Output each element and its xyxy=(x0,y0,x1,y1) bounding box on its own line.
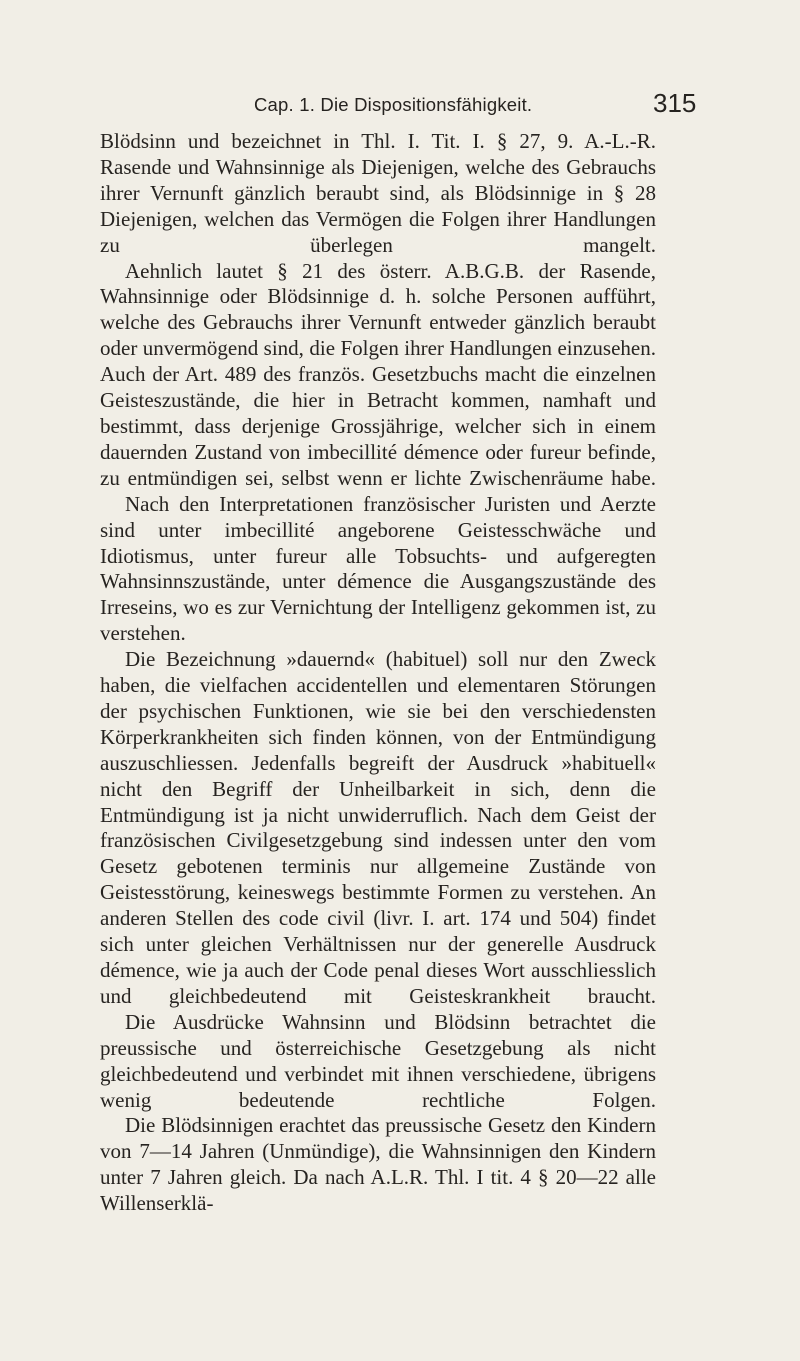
paragraph: Die Blödsinnigen erachtet das preussische Gesetz den Kindern von 7—14 Jahren (Unmündige), die Wahnsinnigen den Kindern unter 7 Jahren gleich. Da nach A.L.R. Thl. I tit. 4 § 20—22 alle Willenserklä- xyxy=(100,1113,656,1216)
paragraph: Aehnlich lautet § 21 des österr. A.B.G.B. der Rasende, Wahnsinnige oder Blödsinnige d. h. solche Personen aufführt, welche des Gebrauchs ihrer Vernunft entweder gänzlich beraubt oder unvermögend sind, die Folgen ihrer Handlungen einzusehen. Auch der Art. 489 des französ. Gesetzbuchs macht die einzelnen Geisteszustände, die hier in Betracht kommen, namhaft und bestimmt, dass derjenige Grossjährige, welcher sich in einem dauernden Zustand von imbecillité démence oder fureur befinde, zu entmündigen sei, selbst wenn er lichte Zwischenräume habe. xyxy=(100,258,656,490)
running-head: Cap. 1. Die Dispositionsfähigkeit. xyxy=(254,94,533,115)
page-number: 315 xyxy=(653,88,697,118)
paragraph: Blödsinn und bezeichnet in Thl. I. Tit. I. § 27, 9. A.-L.-R. Rasende und Wahnsinnige als Diejenigen, welche des Gebrauchs ihrer Vernunft gänzlich beraubt sind, als Blödsinnige in § 28 Diejenigen, welchen das Vermögen die Folgen ihrer Handlungen zu überlegen mangelt. xyxy=(100,129,656,257)
paragraph: Nach den Interpretationen französischer Juristen und Aerzte sind unter imbecillité angeborene Geistesschwäche und Idiotismus, unter fureur alle Tobsuchts- und aufgeregten Wahnsinnszustände, unter démence die Ausgangszustände des Irreseins, wo es zur Vernichtung der Intelligenz gekommen ist, zu verstehen. xyxy=(100,491,656,646)
body-text xyxy=(100,129,656,1217)
paragraph: Die Bezeichnung »dauernd« (habituel) soll nur den Zweck haben, die vielfachen accidentellen und elementaren Störungen der psychischen Funktionen, wie sie bei den verschiedensten Körperkrankheiten sich finden können, von der Entmündigung auszuschliessen. Jedenfalls begreift der Ausdruck »habituell« nicht den Begriff der Unheilbarkeit in sich, denn die Entmündigung ist ja nicht unwiderruflich. Nach dem Geist der französischen Civilgesetzgebung sind indessen unter den vom Gesetz gebotenen terminis nur allgemeine Zustände von Geistesstörung, keineswegs bestimmte Formen zu verstehen. An anderen Stellen des code civil (livr. I. art. 174 und 504) findet sich unter gleichen Verhältnissen nur der generelle Ausdruck démence, wie ja auch der Code penal dieses Wort ausschliesslich und gleichbedeutend mit Geisteskrankheit braucht. xyxy=(100,647,656,1008)
paragraph: Die Ausdrücke Wahnsinn und Blödsinn betrachtet die preussische und österreichische Gesetzgebung als nicht gleichbedeutend und verbindet mit ihnen verschiedene, übrigens wenig bedeutende rechtliche Folgen. xyxy=(100,1009,656,1112)
